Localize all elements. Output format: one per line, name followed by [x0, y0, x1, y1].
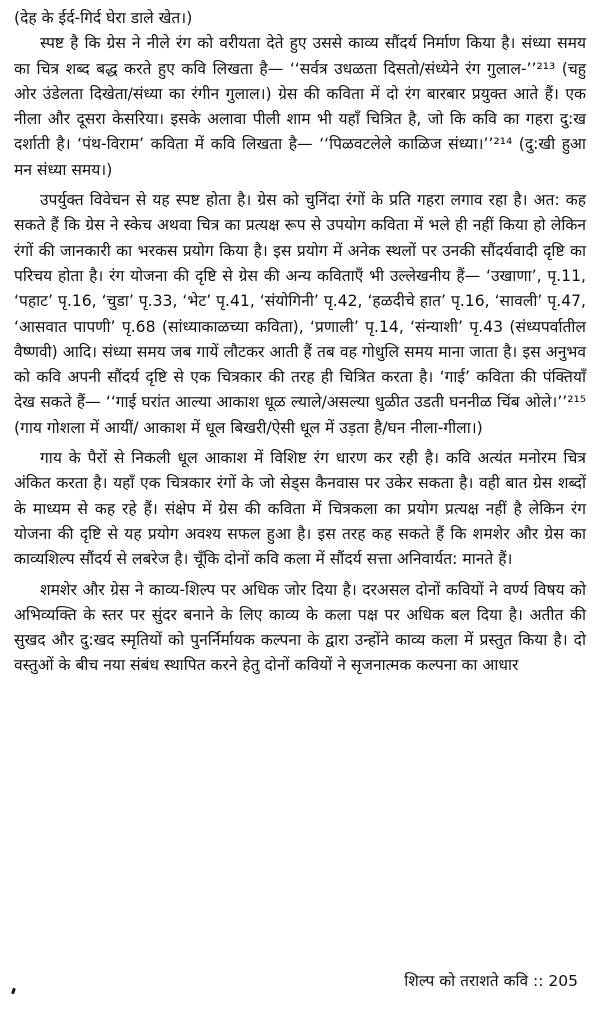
body-text [14, 6, 586, 679]
paragraph: शमशेर और ग्रेस ने काव्य-शिल्प पर अधिक जोर दिया है। दरअसल दोनों कवियों ने वर्ण्य विषय को अभिव्यक्ति के स्तर पर सुंदर बनाने के लिए काव्य के कला पक्ष पर अधिक बल दिया है। अतीत की सुखद और दु:खद स्मृतियों को पुनर्निर्मायक कल्पना के द्वारा उन्होंने काव्य कला में प्रस्तुत किया है। दो वस्तुओं के बीच नया संबंध स्थापित करने हेतु दोनों कवियों ने सृजनात्मक कल्पना का आधार [14, 580, 586, 675]
paragraph: (देह के ईर्द-गिर्द घेरा डाले खेत।) [14, 9, 193, 27]
paragraph: गाय के पैरों से निकली धूल आकाश में विशिष्ट रंग धारण कर रही है। कवि अत्यंत मनोरम चित्र अंकित करता है। यहाँ एक चित्रकार रंगों के जो सेड्स कैनवास पर उकेर सकता है। वही बात ग्रेस शब्दों के माध्यम से कह रहे हैं। संक्षेप में ग्रेस की कविता में चित्रकला का प्रयोग प्रत्यक्ष नहीं है लेकिन रंग योजना की दृष्टि से यह प्रयोग अवश्य सफल हुआ है। इस तरह कह सकते हैं कि शमशेर और ग्रेस का काव्यशिल्प सौंदर्य से लबरेज है। चूँकि दोनों कवि कला में सौंदर्य सत्ता अनिवार्यत: मानते हैं। [14, 449, 586, 569]
paragraph: स्पष्ट है कि ग्रेस ने नीले रंग को वरीयता देते हुए उससे काव्य सौंदर्य निर्माण किया है। संध्या समय का चित्र शब्द बद्ध करते हुए कवि लिखता है— ‘‘सर्वत्र उधळता दिसतो/संध्येने रंग गुलाल-’’²¹³ (चहु ओर उंडेलता दिखेता/संध्या का रंगीन गुलाल।) ग्रेस की कविता में दो रंग बारबार प्रयुक्त आते हैं। एक नीला और दूसरा केसरिया। इसके अलावा पीली शाम भी यहाँ चित्रित है, जो कि कवि का गहरा दु:ख दर्शाती है। ‘पंथ-विराम’ कविता में कवि लिखता है— ‘‘पिळवटलेले काळिज संध्या।’’²¹⁴ (दु:खी हुआ मन संध्या समय।) [14, 34, 586, 179]
ink-mark [11, 988, 16, 995]
page-footer: शिल्प को तराशते कवि :: 205 [404, 972, 578, 990]
paragraph: उपर्युक्त विवेचन से यह स्पष्ट होता है। ग्रेस को चुनिंदा रंगों के प्रति गहरा लगाव रहा है। अत: कह सकते हैं कि ग्रेस ने स्केच अथवा चित्र का प्रत्यक्ष रूप से उपयोग कविता में भले ही नहीं किया हो लेकिन रंगों की जानकारी का भरकस प्रयोग किया है। इस प्रयोग में अनेक स्थलों पर उनकी सौंदर्यवादी दृष्टि का परिचय होता है। रंग योजना की दृष्टि से ग्रेस की अन्य कविताएँ भी उल्लेखनीय हैं— ‘उखाणा’, पृ.11, ‘पहाट’ पृ.16, ‘चुडा’ पृ.33, ‘भेट’ पृ.41, ‘संयोगिनी’ पृ.42, ‘हळदीचे हात’ पृ.16, ‘सावली’ पृ.47, ‘आसवात पापणी’ पृ.68 (सांध्याकाळच्या कविता), ‘प्रणाली’ पृ.14, ‘संन्याशी’ पृ.43 (संध्यपर्वातील वैष्णवी) आदि। संध्या समय जब गायें लौटकर आती हैं तब वह गोधुलि समय माना जाता है। इस अनुभव को कवि अपनी सौंदर्य दृष्टि से एक चित्रकार की तरह ही चित्रित करता है। ‘गाई’ कविता की पंक्तियाँ देख सकते हैं— ‘‘गाई घरांत आल्या आकाश धूळ ल्याले/असल्या धुळीत उडती घननीळ चिंब ओले।’’²¹⁵ (गाय गोशला में आयीं/ आकाश में धूल बिखरी/ऐसी धूल में उड़ता है/घन नीला-गीला।) [14, 191, 586, 437]
